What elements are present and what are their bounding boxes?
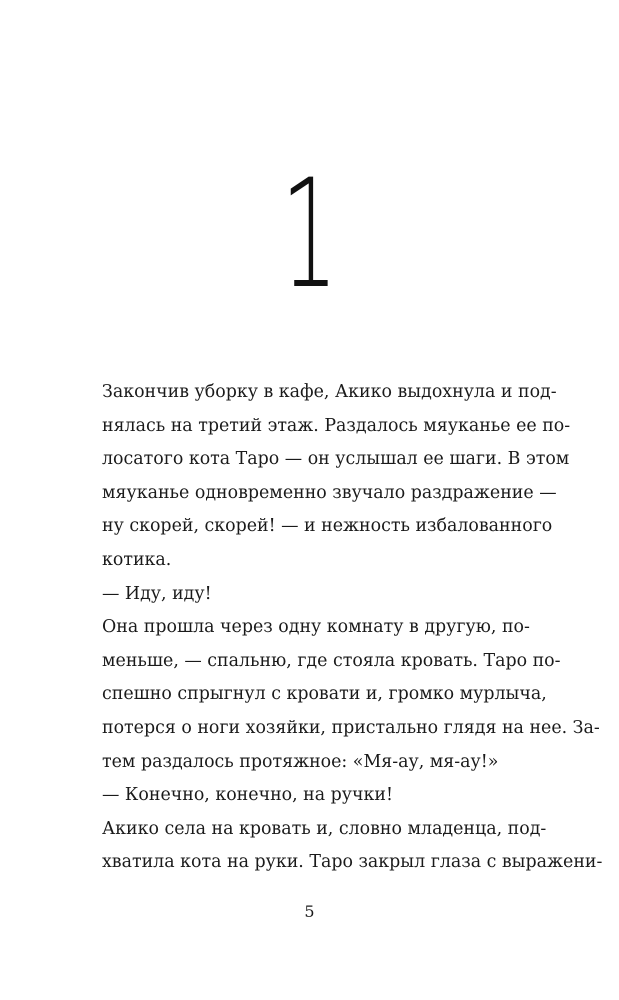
text-line: тем раздалось протяжное: «Мя-ау, мя-ау!» xyxy=(102,751,499,772)
text-line: потерся о ноги хозяйки, пристально глядя на нее. За- xyxy=(102,717,600,738)
text-line: спешно спрыгнул с кровати и, громко мурлыча, xyxy=(102,684,547,705)
text-line: котика. xyxy=(102,549,172,570)
text-line: меньше, — спальню, где стояла кровать. Таро по- xyxy=(102,650,561,671)
text-line: лосатого кота Таро — он услышал ее шаги. В этом xyxy=(102,449,570,470)
text-line: Акико села на кровать и, словно младенца, под- xyxy=(102,818,547,839)
page-number: 5 xyxy=(304,902,315,921)
body-text xyxy=(102,376,603,880)
text-line: хватила кота на руки. Таро закрыл глаза с выражени- xyxy=(102,852,603,873)
text-line: Она прошла через одну комнату в другую, по- xyxy=(102,617,530,638)
text-line: Закончив уборку в кафе, Акико выдохнула и под- xyxy=(102,382,557,402)
text-line: нялась на третий этаж. Раздалось мяуканье ее по- xyxy=(102,415,571,436)
dialogue-line: — Иду, иду! xyxy=(102,583,212,604)
dialogue-line: — Конечно, конечно, на ручки! xyxy=(102,785,393,806)
text-line: ну скорей, скорей! — и нежность избалованного xyxy=(102,516,553,537)
chapter-number: 1 xyxy=(280,148,339,322)
text-line: мяуканье одновременно звучало раздражение — xyxy=(102,482,557,503)
